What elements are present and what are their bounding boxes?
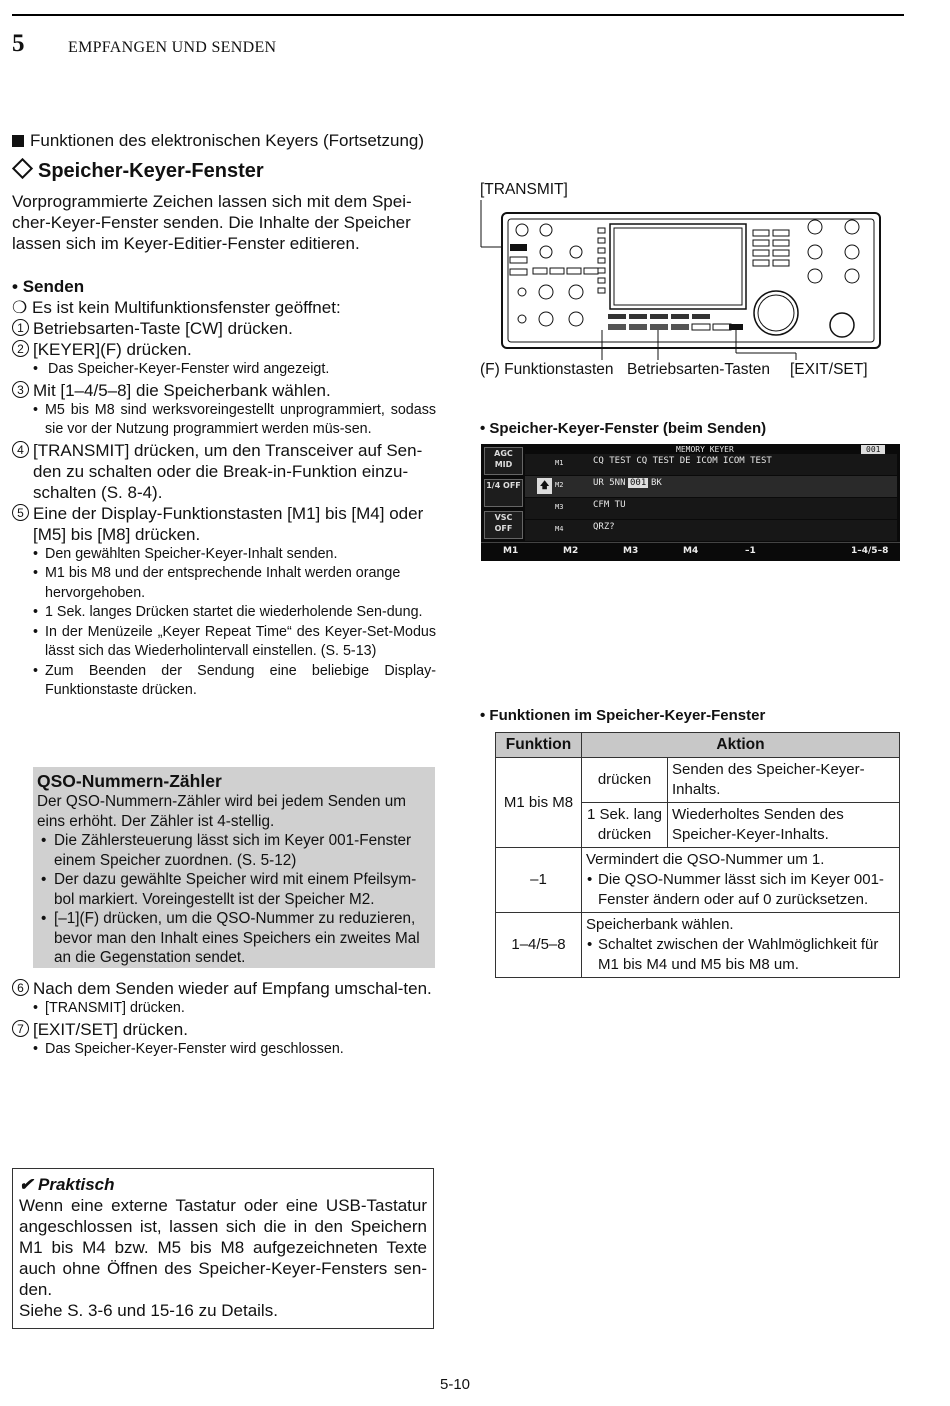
qso-box-bullet: • [–1](F) drücken, um die QSO-Nummer zu reduzieren, bevor man den Inhalt eines Speichers ein zweites Mal an die Gegenstation sendet.	[37, 909, 431, 968]
step-number: 4	[12, 441, 29, 458]
fkey-minus1[interactable]: –1	[745, 546, 756, 556]
memory-label: M2	[555, 481, 564, 489]
chapter-title: EMPFANGEN UND SENDEN	[68, 39, 277, 56]
memory-text: CQ TEST CQ TEST DE ICOM ICOM TEST	[593, 456, 772, 466]
col-header-funktion: Funktion	[496, 733, 582, 758]
table-row	[496, 848, 900, 913]
memory-label: M3	[555, 503, 564, 511]
header-rule	[12, 14, 904, 16]
subheading: Speicher-Keyer-Fenster	[12, 160, 264, 183]
qso-box-bullet: • Die Zählersteuerung lässt sich im Keyer 001-Fenster einem Speicher zuordnen. (S. 5-12)	[37, 831, 431, 870]
function-table	[495, 732, 900, 978]
minus1-text: Vermindert die QSO-Nummer um 1.	[586, 851, 825, 868]
section-heading: Funktionen des elektronischen Keyers (Fortsetzung)	[12, 130, 452, 151]
steps-block	[12, 276, 436, 701]
precondition: ❍ Es ist kein Multifunktionsfenster geöffnet:	[12, 298, 341, 317]
step-2: 2 [KEYER](F) drücken.	[12, 339, 436, 360]
qso-box-title: QSO-Nummern-Zähler	[37, 771, 222, 791]
memory-label: M4	[555, 525, 564, 533]
counter-arrow-icon: 🡅	[537, 478, 552, 494]
screen-title: MEMORY KEYER	[676, 445, 734, 454]
fkey-m3[interactable]: M3	[623, 546, 639, 556]
memory-text: BK	[651, 478, 662, 488]
table-row	[496, 913, 900, 978]
memory-row-m3[interactable]	[525, 498, 897, 519]
step-7-note: • Das Speicher-Keyer-Fenster wird geschlossen.	[12, 1040, 436, 1060]
table-row	[496, 758, 900, 803]
screen-number: 001	[861, 445, 885, 454]
step-3-note: • M5 bis M8 sind werksvoreingestellt unprogrammiert, sodass sie vor der Nutzung programmiert werden müs-sen.	[12, 401, 436, 440]
step-number: 1	[12, 319, 29, 336]
cell-bank: 1–4/5–8	[496, 913, 582, 978]
check-icon: ✔	[19, 1175, 34, 1194]
fkey-m4[interactable]: M4	[683, 546, 699, 556]
memory-text: UR 5NN	[593, 478, 626, 488]
step-3: 3 Mit [1–4/5–8] die Speicherbank wählen.	[12, 380, 436, 401]
cell-bank-action	[582, 913, 900, 978]
transmit-label: [TRANSMIT]	[480, 181, 568, 198]
memory-row-m1[interactable]	[525, 454, 897, 475]
step-5-note: • 1 Sek. langes Drücken startet die wiederholende Sen-dung.	[12, 603, 436, 623]
step-5-note: • M1 bis M8 und der entsprechende Inhalt werden orange hervorgehoben.	[12, 564, 436, 603]
square-bullet-icon	[12, 135, 24, 147]
mode-keys-label: Betriebsarten-Tasten	[627, 361, 771, 378]
vsc-button[interactable]: VSC OFF	[484, 511, 523, 539]
cell-long-action: Wiederholtes Senden des Speicher-Keyer-Inhalts.	[668, 803, 900, 848]
memory-text: CFM TU	[593, 500, 626, 510]
memory-text: QRZ?	[593, 522, 615, 532]
chapter-number: 5	[12, 30, 25, 57]
cell-m1-m8: M1 bis M8	[496, 758, 582, 848]
memory-keyer-screen	[481, 444, 900, 561]
intro-text: Vorprogrammierte Zeichen lassen sich mit dem Spei-cher-Keyer-Fenster senden. Die Inhalte der Speicher lassen sich im Keyer-Editier-Fenster editieren.	[12, 192, 412, 253]
quarter-button[interactable]: 1/4 OFF	[484, 479, 523, 507]
step-number: 7	[12, 1020, 29, 1037]
praktisch-ref: Siehe S. 3-6 und 15-16 zu Details.	[19, 1301, 278, 1320]
fkey-m1[interactable]: M1	[503, 546, 519, 556]
step-1: 1 Betriebsarten-Taste [CW] drücken.	[12, 318, 436, 339]
cell-press: drücken	[582, 758, 668, 803]
step-5-note: • Zum Beenden der Sendung eine beliebige Display-Funktionstaste drücken.	[12, 662, 436, 701]
transceiver-front-panel	[478, 200, 888, 360]
exit-set-label: [EXIT/SET]	[790, 361, 868, 378]
step-5-note: • In der Menüzeile „Keyer Repeat Time“ des Keyer-Set-Modus lässt sich das Wiederholintervall einstellen. (S. 5-13)	[12, 623, 436, 662]
screen-caption: • Speicher-Keyer-Fenster (beim Senden)	[480, 420, 767, 437]
senden-heading: • Senden	[12, 277, 85, 296]
qso-box-text: Der QSO-Nummern-Zähler wird bei jedem Senden um eins erhöht. Der Zähler ist 4-stellig.	[37, 793, 406, 830]
fkey-bank[interactable]: 1–4/5–8	[851, 546, 889, 556]
praktisch-box	[12, 1168, 434, 1329]
bank-text: Speicherbank wählen.	[586, 916, 734, 933]
step-number: 6	[12, 979, 29, 996]
agc-button[interactable]: AGC MID	[484, 447, 523, 475]
function-keys-label: (F) Funktionstasten	[480, 361, 614, 378]
step-7: 7 [EXIT/SET] drücken.	[12, 1019, 436, 1040]
qso-counter-box	[33, 767, 435, 968]
step-4: 4 [TRANSMIT] drücken, um den Transceiver auf Sen-den zu schalten oder die Break-in-Funktion einzu-schalten (S. 8-4).	[12, 440, 436, 503]
step-number: 2	[12, 340, 29, 357]
qso-box-bullet: • Der dazu gewählte Speicher wird mit einem Pfeilsym-bol markiert. Voreingestellt ist der Speicher M2.	[37, 870, 431, 909]
memory-row-m2[interactable]	[525, 476, 897, 497]
col-header-aktion: Aktion	[582, 733, 900, 758]
step-5: 5 Eine der Display-Funktionstasten [M1] bis [M4] oder [M5] bis [M8] drücken.	[12, 503, 436, 545]
memory-label: M1	[555, 459, 564, 467]
page-number: 5-10	[440, 1376, 471, 1393]
minus1-bullet: • Die QSO-Nummer lässt sich im Keyer 001-Fenster ändern oder auf 0 zurücksetzen.	[586, 870, 895, 910]
fkey-m2[interactable]: M2	[563, 546, 579, 556]
table-caption: • Funktionen im Speicher-Keyer-Fenster	[480, 707, 766, 724]
diamond-icon	[12, 158, 33, 179]
cell-long-press: 1 Sek. lang drücken	[582, 803, 668, 848]
praktisch-text: Wenn eine externe Tastatur oder eine USB-Tastatur angeschlossen ist, lassen sich die in den Speichern M1 bis M4 bzw. M5 bis M8 aufgezeichneten Texte auch ohne Öffnen des Speicher-Keyer-Fensters sen-den.	[19, 1196, 427, 1299]
step-number: 5	[12, 504, 29, 521]
bank-bullet: • Schaltet zwischen der Wahlmöglichkeit für M1 bis M4 und M5 bis M8 um.	[586, 935, 895, 975]
cell-minus1-action	[582, 848, 900, 913]
memory-row-m4[interactable]	[525, 520, 897, 541]
steps-end	[12, 978, 436, 1059]
fkey-divider	[481, 542, 900, 543]
step-5-note: • Den gewählten Speicher-Keyer-Inhalt senden.	[12, 545, 436, 565]
step-6: 6 Nach dem Senden wieder auf Empfang umschal-ten.	[12, 978, 436, 999]
cell-minus1: –1	[496, 848, 582, 913]
circle-icon: ❍	[12, 298, 28, 317]
step-6-note: • [TRANSMIT] drücken.	[12, 999, 436, 1019]
qso-counter: 001	[630, 478, 647, 488]
cell-press-action: Senden des Speicher-Keyer-Inhalts.	[668, 758, 900, 803]
step-number: 3	[12, 381, 29, 398]
praktisch-title: ✔ Praktisch	[19, 1175, 115, 1194]
step-2-note: • Das Speicher-Keyer-Fenster wird angezeigt.	[12, 360, 436, 380]
